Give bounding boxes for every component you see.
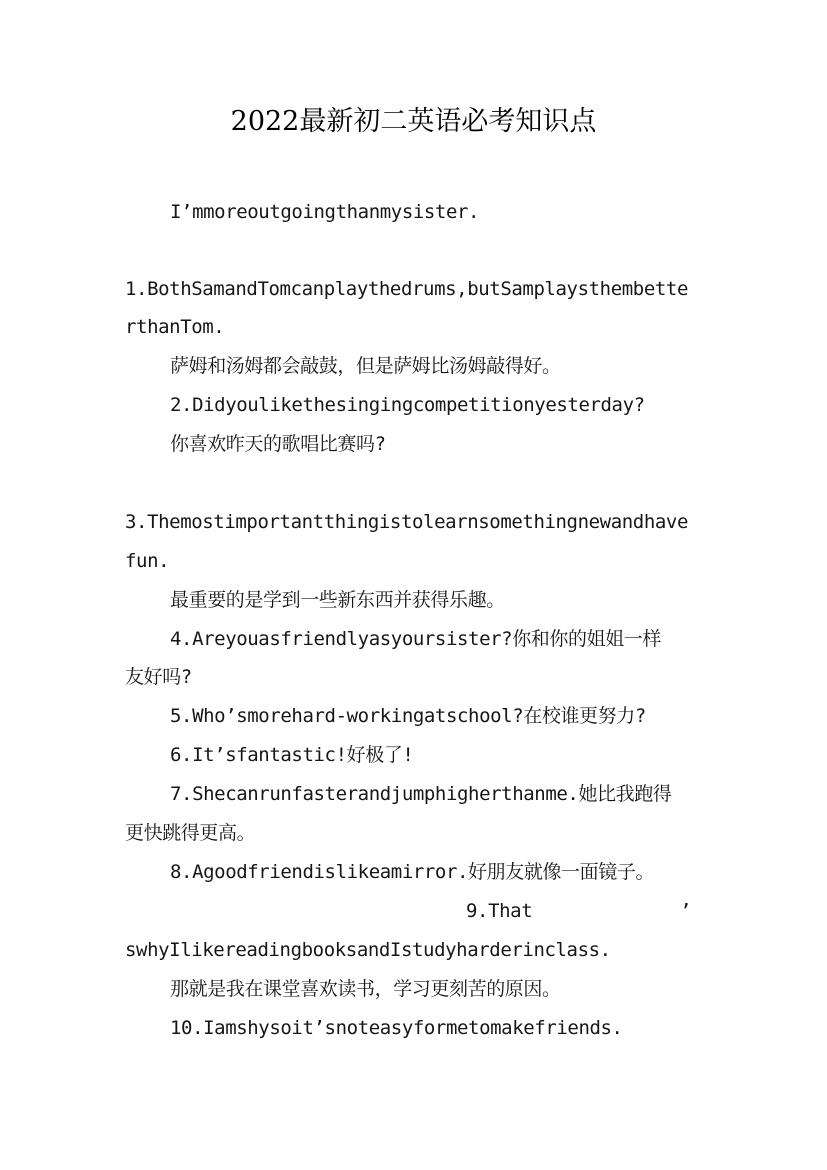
text-line: 那就是我在课堂喜欢读书，学习更刻苦的原因。 bbox=[170, 978, 561, 1000]
text-line: fun. bbox=[125, 550, 170, 572]
text-line: 1.BothSamandTomcanplaythedrums,butSamplaysthembette bbox=[125, 278, 688, 300]
text-line: 最重要的是学到一些新东西并获得乐趣。 bbox=[170, 589, 505, 611]
text-line: 友好吗? bbox=[125, 666, 192, 688]
text-line: 10.Iamshysoit’snoteasyformetomakefriends. bbox=[170, 1017, 623, 1039]
text-line: 更快跳得更高。 bbox=[125, 822, 256, 844]
text-line: 7.Shecanrunfasterandjumphigherthanme.她比我跑得 bbox=[170, 783, 672, 805]
text-line: 6.It’sfantastic!好极了! bbox=[170, 744, 414, 766]
text-line: 5.Who’smorehard-workingatschool?在校谁更努力? bbox=[170, 705, 646, 727]
text-line: 8.Agoodfriendislikeamirror.好朋友就像一面镜子。 bbox=[170, 861, 655, 883]
text-line: rthanTom. bbox=[125, 316, 225, 338]
text-line: 你喜欢昨天的歌唱比赛吗? bbox=[170, 433, 386, 455]
text-line: 2.Didyoulikethesingingcompetitionyesterday? bbox=[170, 394, 645, 416]
text-line: 3.Themostimportantthingistolearnsomethingnewandhave bbox=[125, 511, 688, 533]
text-line: I’mmoreoutgoingthanmysister. bbox=[170, 201, 480, 223]
text-line: 4.Areyouasfriendlyasyoursister?你和你的姐姐一样 bbox=[170, 628, 662, 650]
text-line: 9.That bbox=[466, 900, 533, 922]
document-title: 2022最新初二英语必考知识点 bbox=[230, 106, 597, 137]
text-line: swhyIlikereadingbooksandIstudyharderinclass. bbox=[125, 939, 611, 961]
text-line: 萨姆和汤姆都会敲鼓，但是萨姆比汤姆敲得好。 bbox=[170, 355, 561, 377]
text-line: ’ bbox=[680, 900, 692, 922]
